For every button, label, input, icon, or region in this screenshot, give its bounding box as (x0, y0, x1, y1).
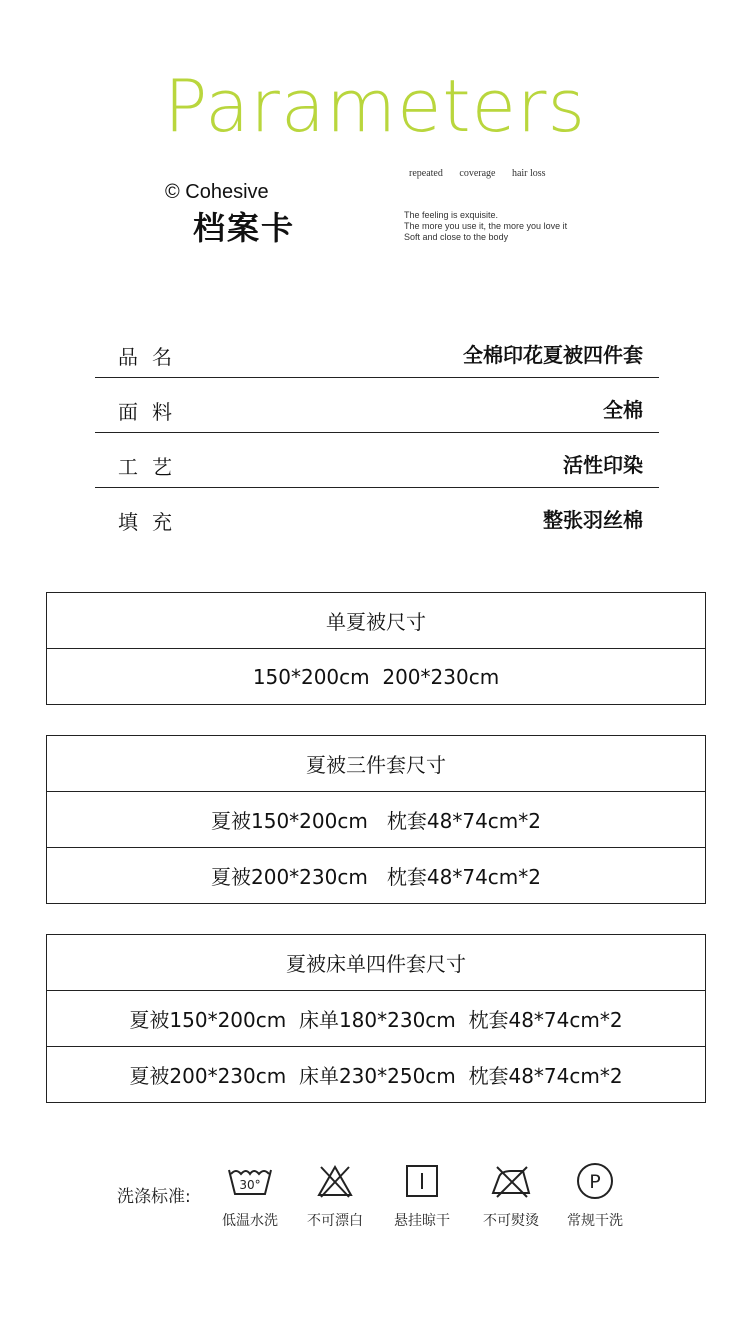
svg-text:P: P (589, 1171, 601, 1193)
param-label: 工艺 (118, 455, 186, 479)
table-row: 150*200cm 200*230cm (47, 648, 705, 704)
param-row (95, 488, 659, 542)
dry-clean-p-icon (555, 1160, 635, 1202)
care-label: 洗涤标准: (117, 1187, 191, 1207)
param-label: 填充 (118, 510, 186, 534)
brand-name: © Cohesive (165, 181, 269, 203)
svg-text:30°: 30° (239, 1178, 261, 1192)
slogan-line: The more you use it, the more you love it (404, 221, 568, 231)
care-item (471, 1160, 551, 1230)
param-row (95, 433, 659, 488)
card-title: 档案卡 (193, 209, 296, 247)
table-title: 夏被三件套尺寸 (306, 753, 446, 777)
wash-30-icon (210, 1160, 290, 1202)
care-item (382, 1160, 462, 1230)
param-label: 品名 (118, 345, 186, 369)
param-label: 面料 (118, 400, 186, 424)
care-text: 常规干洗 (567, 1213, 623, 1229)
tag: hair loss (511, 168, 546, 179)
param-row (95, 323, 659, 378)
care-item (210, 1160, 290, 1230)
care-item (555, 1160, 635, 1230)
slogan-line: Soft and close to the body (404, 232, 509, 242)
parameter-list (95, 323, 659, 542)
size-table-three-piece (46, 735, 706, 904)
no-iron-icon (471, 1160, 551, 1202)
table-row: 夏被200*230cm 床单230*250cm 枕套48*74cm*2 (47, 1046, 705, 1102)
table-row: 夏被200*230cm 枕套48*74cm*2 (47, 847, 705, 903)
slogan (404, 210, 567, 243)
param-value: 整张羽丝棉 (543, 508, 643, 532)
param-value: 全棉 (603, 398, 643, 422)
param-row (95, 378, 659, 433)
care-text: 不可漂白 (307, 1213, 363, 1229)
param-value: 活性印染 (563, 453, 643, 477)
hang-dry-icon (382, 1160, 462, 1202)
no-bleach-icon (295, 1160, 375, 1202)
size-table-single (46, 592, 706, 705)
slogan-line: The feeling is exquisite. (404, 210, 499, 220)
care-instructions (0, 1160, 750, 1240)
table-title: 单夏被尺寸 (326, 610, 426, 634)
tag: coverage (459, 168, 496, 179)
table-row: 夏被150*200cm 枕套48*74cm*2 (47, 791, 705, 847)
tag-line (409, 168, 560, 179)
table-row: 夏被150*200cm 床单180*230cm 枕套48*74cm*2 (47, 990, 705, 1046)
param-value: 全棉印花夏被四件套 (463, 343, 643, 367)
hero-title: Parameters (163, 64, 587, 148)
care-text: 悬挂晾干 (394, 1213, 450, 1229)
care-text: 低温水洗 (222, 1213, 278, 1229)
tag: repeated (409, 168, 443, 179)
care-text: 不可熨烫 (483, 1213, 539, 1229)
care-item (295, 1160, 375, 1230)
table-title: 夏被床单四件套尺寸 (286, 952, 466, 976)
size-table-four-piece (46, 934, 706, 1103)
